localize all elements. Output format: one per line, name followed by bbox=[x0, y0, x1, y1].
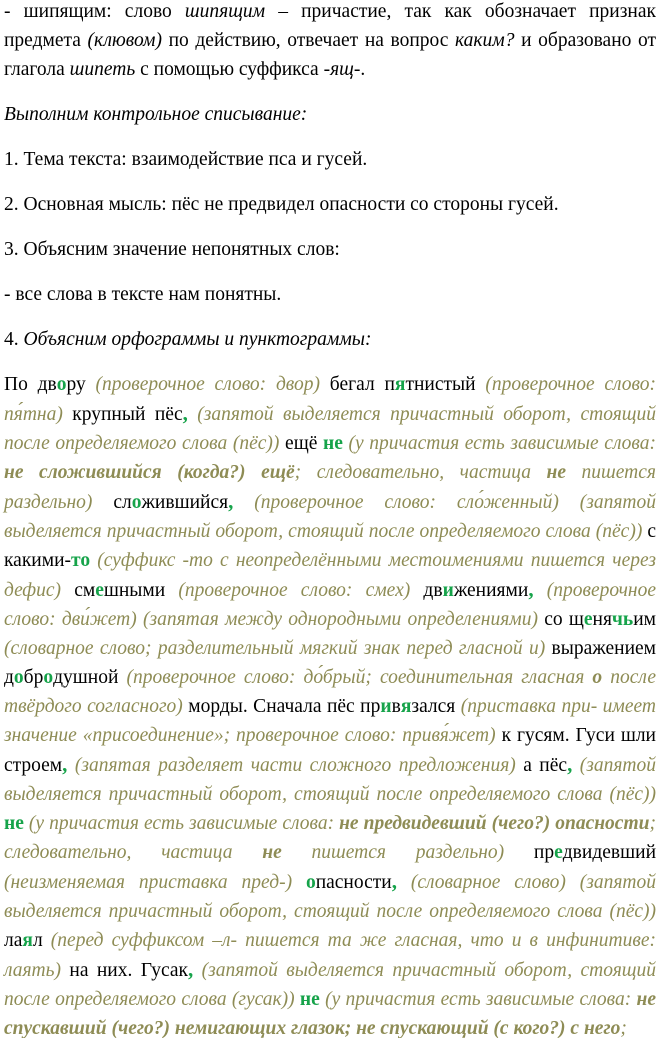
text-run: ру bbox=[66, 374, 96, 395]
text-run: каким? bbox=[455, 30, 515, 51]
highlight-letter: я bbox=[400, 696, 412, 717]
comment: (приставка при- имеет значение «присоединение»; проверочное слово: привя́жет) bbox=[4, 696, 657, 746]
text-run: по действию, отвечает на вопрос bbox=[161, 30, 456, 51]
comment: (перед суффиксом –л- пишется та же гласная, что и в инфинитиве: лаять) bbox=[4, 930, 657, 981]
comment: (запятой выделяется причастный оборот, стоящий после определяемого слова (пёс)) bbox=[4, 755, 657, 805]
text-run: По дв bbox=[4, 374, 57, 395]
text-run: с какими- bbox=[4, 521, 657, 571]
text-run: с помощью суффикса bbox=[135, 59, 324, 80]
comment: (проверочное слово: двор) bbox=[95, 374, 321, 395]
highlight-particle: не bbox=[299, 989, 320, 1010]
point-4-number: 4. bbox=[4, 329, 24, 350]
text-run: к гусям. Гуси шли строем bbox=[4, 725, 656, 776]
highlight-letter: и bbox=[442, 580, 454, 601]
comment: (проверочное слово: дви́жет) (запятая между однородными определениями) bbox=[4, 580, 656, 630]
point-1: 1. Тема текста: взаимодействие пса и гусей. bbox=[4, 149, 368, 170]
comment: (у причастия есть зависимые слова: bbox=[342, 433, 657, 454]
highlight-letter: е bbox=[554, 842, 563, 863]
point-3-answer: - все слова в тексте нам понятны. bbox=[4, 284, 282, 305]
text-run: пр bbox=[504, 842, 555, 863]
comment: ; следовательно, частица bbox=[294, 462, 547, 483]
text-run: - шипящим: слово bbox=[4, 1, 185, 22]
highlight-letter: о bbox=[56, 374, 67, 395]
text-run: и образовано от глагола bbox=[4, 30, 657, 80]
text-run: им bbox=[633, 609, 657, 630]
highlight-comma: , bbox=[182, 401, 188, 425]
highlight-comma: , bbox=[567, 752, 573, 776]
highlight-letter: чь bbox=[611, 609, 634, 630]
text-run: шными bbox=[103, 580, 179, 601]
comment: ; следовательно, частица bbox=[4, 813, 656, 863]
annotated-text bbox=[4, 370, 656, 1038]
highlight-comma: , bbox=[62, 752, 68, 776]
text-run: двидевший bbox=[562, 842, 656, 863]
highlight-particle: не bbox=[4, 813, 24, 834]
highlight-letter: и bbox=[380, 696, 392, 717]
text-run: а пёс bbox=[515, 755, 568, 776]
point-4 bbox=[4, 325, 656, 354]
comment-bold: не bbox=[546, 462, 566, 483]
intro-paragraph bbox=[4, 0, 656, 84]
text-run: бегал п bbox=[320, 374, 395, 395]
comment-bold: о bbox=[592, 667, 603, 688]
highlight-letter: е bbox=[95, 580, 104, 601]
highlight-suffix: то bbox=[71, 550, 91, 571]
text-run: тнистый bbox=[405, 374, 486, 395]
point-4-label: Объясним орфограммы и пунктограммы: bbox=[23, 329, 372, 350]
comment: пишется раздельно) bbox=[4, 462, 656, 513]
highlight-particle: не bbox=[323, 433, 343, 454]
comment: (запятой выделяется причастный оборот, стоящий после определяемого слова (гусак)) bbox=[4, 960, 656, 1010]
text-run: дв bbox=[410, 580, 443, 601]
text-run bbox=[292, 872, 306, 893]
text-run: крупный пёс bbox=[62, 404, 183, 425]
comment: (словарное слово) (запятой выделяется причастный оборот, стоящий после определяемого слова (пёс)) bbox=[4, 872, 656, 922]
text-run: л bbox=[32, 930, 51, 951]
highlight-letter: о bbox=[13, 667, 24, 688]
comment: (словарное слово; разделительный мягкий знак перед гласной и) bbox=[4, 638, 546, 659]
text-run: см bbox=[61, 580, 96, 601]
highlight-comma: , bbox=[391, 869, 397, 893]
highlight-comma: , bbox=[188, 957, 194, 981]
highlight-letter: е bbox=[583, 609, 593, 630]
text-run: пасности bbox=[315, 872, 392, 893]
text-run: – причастие, так как обозначает признак предмета bbox=[4, 1, 656, 51]
text-run: зался bbox=[411, 696, 461, 717]
text-run: в bbox=[391, 696, 401, 717]
highlight-comma: , bbox=[528, 577, 534, 601]
text-run: ещё bbox=[279, 433, 323, 454]
text-run: -ящ- bbox=[323, 59, 361, 80]
comment: (проверочное слово: до́брый; соединительная гласная bbox=[126, 667, 593, 688]
comment: (суффикс -то с неопределёнными местоимениями пишется через дефис) bbox=[4, 550, 656, 601]
text-run: шипеть bbox=[69, 59, 136, 80]
comment: (проверочное слово: смех) bbox=[178, 580, 411, 601]
highlight-comma: , bbox=[228, 489, 234, 513]
comment: (у причастия есть зависимые слова: bbox=[23, 813, 340, 834]
text-run: ня bbox=[592, 609, 612, 630]
comment: (у причастия есть зависимые слова: bbox=[319, 989, 637, 1010]
highlight-letter: о bbox=[131, 492, 142, 513]
text-run: выражением д bbox=[4, 638, 656, 688]
text-run: жившийся bbox=[141, 492, 229, 513]
comment: (неизменяемая приставка пред-) bbox=[4, 872, 293, 893]
highlight-letter: я bbox=[22, 930, 33, 951]
text-run: сл bbox=[92, 492, 132, 513]
comment-bold: не bbox=[262, 842, 282, 863]
point-2: 2. Основная мысль: пёс не предвидел опасности со стороны гусей. bbox=[4, 194, 559, 215]
comment: (проверочное слово: сло́женный) (запятой выделяется причастный оборот, стоящий после определяемого слова (пёс)) bbox=[4, 492, 656, 542]
text-run: . bbox=[360, 59, 366, 80]
comment: ; bbox=[620, 1018, 627, 1038]
comment-bold: не сложившийся (когда?) ещё bbox=[4, 462, 295, 483]
comment: (запятая разделяет части сложного предложения) bbox=[67, 755, 516, 776]
text-run: шипящим bbox=[184, 1, 266, 22]
text-run: душной bbox=[53, 667, 127, 688]
section-heading: Выполним контрольное списывание: bbox=[4, 104, 308, 125]
text-run: жениями bbox=[453, 580, 529, 601]
comment: после твёрдого согласного) bbox=[4, 667, 656, 717]
comment: (запятой выделяется причастный оборот, стоящий после определяемого слова (пёс)) bbox=[4, 404, 656, 454]
comment-bold: не спускавший (чего?) немигающих глазок; не спускающий (с кого?) с него bbox=[4, 989, 656, 1038]
text-run: ла bbox=[4, 930, 23, 951]
text-run: морды. Сначала пёс пр bbox=[182, 696, 381, 717]
text-run: (клювом) bbox=[87, 30, 162, 51]
text-run: на них. Гусак bbox=[61, 960, 189, 981]
highlight-letter: о bbox=[305, 872, 316, 893]
text-run: со щ bbox=[537, 609, 584, 630]
point-3: 3. Объясним значение непонятных слов: bbox=[4, 239, 340, 260]
highlight-letter: о bbox=[43, 667, 54, 688]
comment: (проверочное слово: пя́тна) bbox=[4, 374, 656, 425]
comment: пишется раздельно) bbox=[281, 842, 505, 863]
highlight-letter: я bbox=[394, 374, 406, 395]
comment-bold: не предвидевший (чего?) опасности bbox=[339, 813, 650, 834]
text-run: бр bbox=[23, 667, 44, 688]
